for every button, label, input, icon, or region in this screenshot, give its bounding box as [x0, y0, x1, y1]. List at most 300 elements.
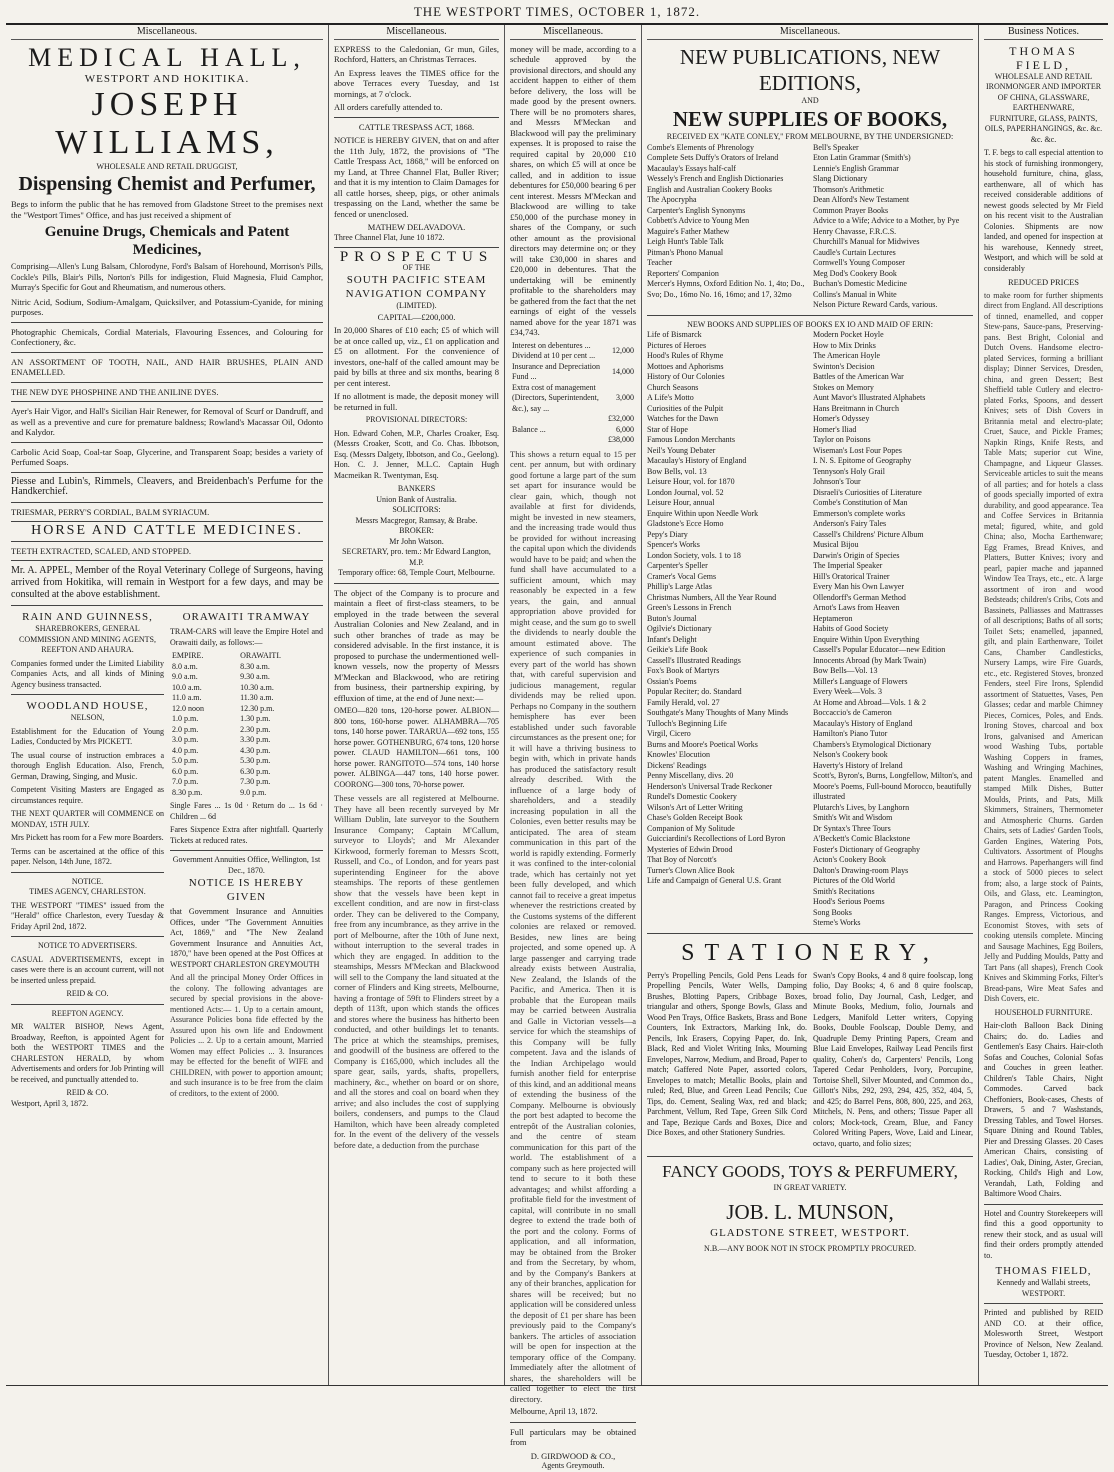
book-title: Curiosities of the Pulpit — [647, 403, 724, 413]
prospectus-title: PROSPECTUS — [339, 249, 494, 265]
book-title: Pepy's Diary — [647, 529, 688, 539]
book-title: Leisure Hour, annual — [647, 498, 715, 507]
received-text: RECEIVED EX "KATE CONLEY," FROM MELBOURNE, BY THE UNDERSIGNED: — [666, 132, 954, 141]
rain-guinness-title: RAIN AND GUINNESS, — [22, 611, 153, 623]
divider — [11, 442, 323, 443]
book-title: Knowles' Elocution — [647, 750, 710, 759]
book-title: Hood's Serious Poems — [813, 897, 885, 906]
book-title: Thomson's Arithmetic — [813, 184, 884, 194]
book-title: The Apocrypha — [647, 195, 697, 204]
stationery-list — [647, 968, 973, 1153]
book-title: Pictures of the Old World — [813, 876, 895, 885]
woodland-terms: Terms can be ascertained at the office of this paper. Nelson, 14th June, 1872. — [11, 846, 164, 866]
book-title: Scott's, Byron's, Burns, Longfellow, Milton's, and Moore's Poems, Full-bound Morocco, beautifully illustrated — [813, 771, 973, 801]
tram-row — [170, 672, 323, 683]
no-allotment: If no allotment is made, the deposit money will be returned in full. — [334, 391, 499, 412]
dye-text: THE NEW DYE PHOSPHINE AND THE ANILINE DYES. — [11, 386, 219, 397]
book-title: History of Our Colonies — [647, 372, 725, 381]
fund-row — [510, 425, 636, 436]
book-title: Reporters' Companion — [647, 268, 719, 278]
office: Temporary office: 68, Temple Court, Melbourne. — [338, 568, 495, 577]
book-title: Church Seasons — [647, 382, 699, 392]
woodland-quarter: THE NEXT QUARTER will COMMENCE on MONDAY, 15TH JULY. — [11, 809, 164, 829]
divider — [984, 1303, 1103, 1304]
book-title: Complete Sets Duffy's Orators of Ireland — [647, 153, 779, 162]
tram-cell: 5.30 p.m. — [240, 756, 271, 765]
book-title: Wiseman's Lost Four Popes — [813, 445, 902, 455]
directors: Hon. Edward Cohen, M.P., Charles Croaker, Esq. (Messrs Croaker, Scott, and Co. Chas. Ibbotson, Esq. (Messrs Dalgety, Ibbotson, and Co., Geelong). Hon. C. J. Jenner, M.L.C. Captain Hugh Macmeikan R. Twentyman, Esq. — [334, 428, 499, 480]
book-title: Disraeli's Curiosities of Literature — [813, 487, 922, 497]
reduced-prices: REDUCED PRICES — [1007, 277, 1080, 287]
book-title: Wilson's Art of Letter Writing — [647, 802, 743, 812]
book-title: Slang Dictionary — [813, 174, 868, 183]
book-title: English and Australian Cookery Books — [647, 184, 772, 194]
fares-text: Single Fares ... 1s 0d · Return do ... 1s 6d · Children ... 6d — [170, 801, 323, 821]
book-title: Dr Syntax's Three Tours — [813, 823, 891, 833]
stationery-title: STATIONERY, — [681, 939, 939, 966]
book-title: A'Beckett's Comic Blackstone — [813, 834, 911, 843]
chemist-line: Dispensing Chemist and Perfumer, — [18, 173, 316, 195]
book-title: Smith's Wit and Wisdom — [813, 813, 893, 822]
fund-row — [510, 341, 636, 362]
book-title: Cassell's Childrens' Picture Album — [813, 529, 924, 539]
book-title: Leigh Hunt's Table Talk — [647, 237, 724, 246]
photo-text: Photographic Chemicals, Cordial Materials, Flavouring Essences, and Colouring for Confectionery, &c. — [11, 326, 323, 347]
tram-header-orawaiti: ORAWAITI. — [240, 651, 281, 660]
book-title: Johnson's Tour — [813, 477, 861, 486]
col3-body-1: money will be made, according to a schedule approved by the provisional directors, and should any accident happen to either of them before delivery, the loss will be made good by the present owners. There will be no promoters shares, and Messrs M'Meckan and Blackwood will pay the preliminary expenses. It is proposed to raise the required capital by 20,000 £10 shares, on which £5 will at once be called, and in addition to issue debentures for £50,000 bearing 6 per cent interest. Messrs M'Meckan and Blackwood are willing to take £50,000 of the purchase money in shares of the Company, or such other amount as the provisional directors may determine on; or they will take £30,000 in shares and £20,000 in debentures. That the undertaking will be eminently profitable to the shareholders may be gathered from the fact that the net earnings of eight of the vessels named above for the year 1871 was £34,743. — [510, 43, 636, 337]
solicitors: Messrs Macgregor, Ramsay, & Brabe. — [355, 515, 478, 525]
book-title: Famous London Merchants — [647, 435, 735, 444]
tram-row — [170, 704, 323, 715]
cattle-head: CATTLE TRESPASS ACT, 1868. — [358, 121, 475, 132]
tram-cell: 10.30 a.m. — [240, 682, 274, 692]
great-variety: IN GREAT VARIETY. — [773, 1183, 847, 1192]
book-title: Bow Bells—Vol. 13 — [813, 666, 878, 675]
bankers-head: BANKERS — [397, 484, 436, 493]
book-title: Cornwell's Young Composer — [813, 258, 905, 267]
tram-cell: 8.0 a.m. — [172, 661, 198, 671]
book-title: Every Week—Vols. 3 — [813, 687, 883, 696]
book-title: Wessely's French and English Dictionaries — [647, 174, 784, 183]
tram-row — [170, 746, 323, 757]
ships-list: OMEO—820 tons, 120-horse power. ALBION—800 tons, 160-horse power. ALHAMBRA—705 tons, 140 horse power. TARARUA—692 tons, 155 horse power. GOTHENBURG, 674 tons, 120 horse power. CLAUD HAMILTON—661 tons, 100 horse power. RANGITOTO—574 tons, 140 horse power. ALBINGA—447 tons, 140 horse power. COORONG—300 tons, 70-horse power. — [334, 706, 499, 789]
column-1 — [6, 25, 329, 1385]
book-title: Life and Campaign of General U.S. Grant — [647, 876, 782, 885]
cattle-body: NOTICE is HEREBY GIVEN, that on and after the 11th July, 1872, the provisions of "The Cattle Trespass Act, 1868," will be enforced on my Land, at Three Channel Flat, Buller River; and that it is my intention to Claim Damages for all cattle horses, sheep, pigs, or other animals trespassing on the Land, whether the same be fenced or unenclosed. — [334, 135, 499, 219]
fund-cell — [510, 414, 606, 425]
genuine-drugs: Genuine Drugs, Chemicals and Patent Medicines, — [44, 224, 290, 258]
book-title: Hill's Oratorical Trainer — [813, 571, 890, 581]
fund-cell — [510, 435, 606, 446]
horse-medicines: HORSE AND CATTLE MEDICINES. — [31, 523, 303, 538]
book-title: Advice to a Wife; Advice to a Mother, by Pye Henry Chavasse, F.R.C.S. — [813, 216, 960, 236]
book-title: Swinton's Decision — [813, 361, 875, 371]
fund-row — [510, 435, 636, 446]
capital-body: In 20,000 Shares of £10 each; £5 of which will be at once called up, viz., £1 on application and £5 on allotment. For the convenience of investors, one-half of the called amount may be paid by bills at three and six months, bearing 8 per cent interest. — [334, 325, 499, 388]
tram-cell: 9.30 a.m. — [240, 672, 270, 681]
book-title: Anderson's Fairy Tales — [813, 519, 887, 528]
book-title: Southgate's Many Thoughts of Many Minds — [647, 708, 789, 717]
column-header: Miscellaneous. — [11, 27, 323, 40]
cattle-name: MATHEW DELAVADOVA. — [367, 222, 466, 232]
tram-row — [170, 788, 323, 799]
book-title: Combe's Elements of Phrenology — [647, 142, 754, 152]
book-title: Turner's Clown Alice Book — [647, 865, 735, 875]
fund-cell: Balance ... — [512, 424, 546, 434]
book-title: Henderson's Universal Trade Reckoner — [647, 781, 773, 791]
tram-row — [170, 714, 323, 725]
divider — [11, 322, 323, 323]
agents: Agents Greymouth. — [541, 1461, 605, 1470]
book-title: Burns and Moore's Poetical Works — [647, 739, 758, 749]
book-title: Darwin's Origin of Species — [813, 550, 900, 560]
book-title: Musical Bijou — [813, 540, 859, 549]
tram-cell: 9.0 a.m. — [172, 672, 198, 681]
fund-cell: Insurance and Depreciation Fund ... — [512, 361, 600, 381]
casual-text: CASUAL ADVERTISEMENTS, except in cases were there is an account current, will not be inserted unless prepaid. — [11, 954, 164, 985]
book-title: Green's Lessons in French — [647, 603, 732, 612]
limited: (LIMITED). — [396, 301, 437, 310]
divider — [170, 850, 323, 851]
book-title: Neil's Young Debater — [647, 445, 716, 455]
book-title: The Imperial Speaker — [813, 561, 883, 570]
tram-cell: 5.0 p.m. — [172, 756, 199, 765]
book-title: Penny Miscellany, divs. 20 — [647, 771, 734, 780]
divider — [11, 694, 164, 695]
gov-body: that Government Insurance and Annuities Offices, under "The Government Annuities Act, 1869," and "The New Zealand Government Insurance and Annuities Act, 1870," have been opened at the Post Offices at WESTPORT CHARLESTON GREYMOUTH — [170, 907, 323, 969]
divider — [334, 247, 499, 248]
tram-cell: 3.0 p.m. — [172, 735, 199, 744]
divider — [11, 1004, 164, 1005]
book-title: I. N. S. Epitome of Geography — [813, 456, 912, 465]
book-title: Hamilton's Piano Tutor — [813, 729, 888, 738]
book-title: Every Man his Own Lawyer — [813, 582, 905, 591]
divider — [11, 502, 323, 503]
tram-cell: 9.0 p.m. — [240, 787, 267, 797]
woodland-title: WOODLAND HOUSE, — [26, 700, 149, 712]
divider — [11, 560, 323, 561]
tram-cell: 7.0 p.m. — [172, 777, 199, 786]
book-title: How to Mix Drinks — [813, 340, 876, 350]
divider — [334, 583, 499, 584]
divider — [11, 472, 323, 473]
column-3 — [505, 25, 642, 1470]
book-title: Eton Latin Grammar (Smith's) — [813, 153, 911, 162]
book-title: Smith's Recitations — [813, 886, 875, 896]
column-header: Business Notices. — [984, 27, 1103, 40]
gov-title: Government Annuities Office, Wellington, 1st Dec., 1870. — [172, 855, 321, 875]
tram-cell: 3.30 p.m. — [240, 735, 271, 744]
book-title: Maguire's Father Mathew — [647, 226, 730, 236]
book-title: Star of Hope — [647, 424, 688, 434]
book-title: Pictures of Heroes — [647, 340, 707, 350]
book-title: Homer's Odyssey — [813, 414, 870, 423]
tram-cell: 11.0 a.m. — [172, 693, 202, 702]
divider — [510, 1422, 636, 1423]
stationery-left: Perry's Propelling Pencils, Gold Pens Leads for Propelling Pencils, Water Wells, Damping Brushes, Blotting Papers, Cribbage Boxes, triangular and others, Sponge Bowls, Glass and Wood Pen Trays, Office Baskets, Brass and Bone Counters, Ink Extractors, Marking Ink, do. Pencils, Ink Erasers, Copying Paper, do. Ink, Black, Red and Violet Writing Inks, Mourning Envelopes, Narrow, Medium, and Broad, Paper to match; Gaffered Note Paper, assorted colors, Envelopes to match; Metallic Books, plain and ruled; Red, Blue, and Green Lead Pencils; Cue Tips, do. Cement, Sealing Wax, red and black; Parchment, Vellum, Red Tape, Green Silk Cord and Tape, Bezique Cards and Boxes, Dice and Dice Boxes, and other Stationery Sundries. — [647, 970, 807, 1137]
druggist-line: WHOLESALE AND RETAIL DRUGGIST, — [96, 161, 238, 171]
tram-cell: 12.0 noon — [172, 703, 204, 713]
tram-cell: 12.30 p.m. — [240, 703, 275, 713]
divider — [334, 117, 499, 118]
express-text: EXPRESS to the Caledonian, Gr mun, Giles, Rochford, Hatters, an Christmas Terraces. — [334, 43, 499, 64]
tram-row — [170, 777, 323, 788]
tram-cell: 1.30 p.m. — [240, 714, 271, 723]
cattle-date: Three Channel Flat, June 10 1872. — [334, 232, 445, 242]
book-title: Arnot's Laws from Heaven — [813, 603, 900, 612]
book-title: Homer's Iliad — [813, 424, 857, 434]
triesmar-text: TRIESMAR, PERRY'S CORDIAL, BALM SYRIACUM. — [11, 506, 210, 517]
fund-cell: £38,000 — [608, 435, 634, 444]
column-4 — [642, 25, 979, 1385]
fund-row — [510, 414, 636, 425]
books-left — [647, 330, 807, 929]
munson-name: JOB. L. MUNSON, — [726, 1199, 894, 1224]
column-header: Miscellaneous. — [647, 27, 973, 40]
tram-row — [170, 662, 323, 673]
book-title: Tulloch's Beginning Life — [647, 718, 727, 728]
book-title: Dalton's Drawing-room Plays — [813, 865, 909, 875]
fund-cell: 3,000 — [616, 393, 634, 402]
of-the: OF THE — [402, 262, 431, 272]
tram-cell: 10.0 a.m. — [172, 682, 202, 692]
book-title: Churchill's Manual for Midwives — [813, 237, 920, 246]
book-title: Ogilvie's Dictionary — [647, 624, 712, 633]
rain-guinness-place: REEFTON AND AHAURA. — [41, 645, 134, 654]
tram-cell: 1.0 p.m. — [172, 714, 199, 723]
book-title: Collins's Manual in White — [813, 289, 897, 299]
express-text-3: All orders carefully attended to. — [334, 102, 443, 112]
bishop-text: MR WALTER BISHOP, News Agent, Broadway, Reefton, is appointed Agent for both the WESTPORT TIMES and the CHARLESTON HERALD, by whom Advertisements and orders for Job Printing will be received, and punctually attended to. — [11, 1022, 164, 1084]
book-title: Meg Dod's Cookery Book — [813, 268, 897, 278]
book-title: Aunt Mavor's Illustrated Alphabets — [813, 393, 926, 402]
fares-note: Fares Sixpence Extra after nightfall. Quarterly Tickets at reduced rates. — [170, 825, 323, 845]
field-title: THOMAS FIELD, — [1009, 43, 1078, 72]
fancy-goods: FANCY GOODS, TOYS & PERFUMERY, — [662, 1162, 958, 1181]
book-title: Dean Alford's New Testament — [813, 195, 910, 204]
book-title: Buton's Journal — [647, 613, 697, 623]
fund-cell: Interest on debentures ... Dividend at 10 per cent ... — [512, 340, 596, 360]
book-title: Miller's Language of Flowers — [813, 676, 908, 686]
solicitors-head: SOLICITORS: — [392, 505, 441, 514]
tram-row — [170, 693, 323, 704]
book-title: Stokes on Memory — [813, 382, 874, 392]
book-title: London Journal, vol. 52 — [647, 487, 724, 497]
gov-notice: NOTICE IS HEREBY GIVEN — [188, 877, 305, 903]
books-list-1 — [647, 143, 973, 311]
woodland-rooms: Mrs Pickett has room for a Few more Boarders. — [11, 833, 164, 842]
divider — [647, 315, 973, 316]
book-title: Battles of the American War — [813, 372, 904, 381]
book-title: Song Books — [813, 907, 852, 917]
ironmonger: IRONMONGER AND IMPORTER — [985, 82, 1102, 91]
book-title: Carpenter's English Synonyms — [647, 205, 746, 215]
tram-timetable — [170, 651, 323, 798]
field-title-2: THOMAS FIELD, — [995, 1265, 1092, 1277]
wholesale: WHOLESALE AND RETAIL — [994, 71, 1093, 81]
fund-row — [510, 362, 636, 383]
book-title: Sterne's Works — [813, 918, 861, 927]
lower-right-ads — [170, 610, 323, 1109]
field-body-1: T. F. begs to call especial attention to his stock of furnishing ironmongery, household furniture, china, glass, earthenware, all of which has received considerable additions of newest goods selected by Mr Field on his recent visit to the Australian Colonies. Shipments are now landed, and opened for inspection at his warehouse, Kennedy street, Westport, and which will be sold at considerably — [984, 148, 1103, 273]
joseph-williams-name: JOSEPH WILLIAMS, — [55, 85, 279, 161]
munson-address: GLADSTONE STREET, WESTPORT. — [710, 1226, 910, 1239]
field-body-4: Hotel and Country Storekeepers will find this a good opportunity to renew their stock, and as usual will find their orders promptly attended to. — [984, 1208, 1103, 1260]
book-title: Fox's Book of Martyrs — [647, 666, 720, 675]
tram-row — [170, 756, 323, 767]
column-2 — [329, 25, 505, 1385]
bankers: Union Bank of Australia. — [376, 494, 457, 504]
book-title: Caudle's Curtain Lectures — [813, 247, 896, 257]
book-title: Popular Reciter; do. Standard — [647, 687, 742, 696]
divider — [11, 936, 164, 937]
book-title: Macaulay's History of England — [647, 456, 747, 465]
tram-cell: 4.0 p.m. — [172, 745, 199, 755]
field-body-3: Hair-cloth Balloon Back Dining Chairs; do. do. Ladies and Gentlemen's Easy Chairs. Hair-cloth Sofas and Couches, Colonial Sofas and Couches in green leather. Children's Table Chairs, Night Commodes. Carved back Cheffoniers, Book-cases, Chests of Drawers, 5 and 7 Washstands, Dressing Tables, and Towel Horses. Square Dining and Round Tables, Pier and Dressing Glasses. 20 Cases American Chairs, consisting of Ladies', Oak, Dining, Aster, Grecian, Rocking, Child's High and Low, Verandah, Lath, Folding and Baltimore Wood Chairs. — [984, 1021, 1103, 1198]
fund-cell: £32,000 — [608, 414, 634, 423]
col3-date: Melbourne, April 13, 1872. — [510, 1407, 598, 1416]
tramway-body: TRAM-CARS will leave the Empire Hotel and Orawaiti daily, as follows:— — [170, 627, 323, 647]
tram-cell: 6.30 p.m. — [240, 766, 271, 776]
china: OF CHINA, GLASSWARE, EARTHENWARE, — [997, 92, 1090, 112]
publications-title: NEW PUBLICATIONS, NEW EDITIONS, — [679, 44, 941, 95]
book-title: Companion of My Solitude — [647, 823, 735, 833]
prospectus-body-2: These vessels are all registered at Melbourne. They have all been recently surveyed by Mr William Dublin, late surveyor to the Southern Insurance Company; Captain M'Callum, surveyor to Lloyds'; and Mr Alexander Kirkwood, formerly foreman to Messrs Scott, Russell, and Co., of London, and for years past superintending Engineer for the above steamships. The reports of these gentlemen show that the vessels have been kept in excellent condition, and are now in first-class order. They can be delivered to the Company, free from any incumbrance, as they arrive in the port of Melbourne, after the 10th of June next, without interruption to the several trades in which they are engaged. In addition to the steamships, Messrs M'Meckan and Blackwood will sell to the Company the land situated at the corner of Flinders and King streets, Melbourne, having a frontage of 59ft to Flinders street by a depth of 113ft, upon which stands the offices and stores where the business has hitherto been conducted, and other buildings let to tenants. The price at which the steamships, premises, and goodwill of the business are offered to the Company is £165,000, which includes all the spare gear, sails, yards, shafts, propellers, machinery, &c., whether on board or on shore, and all the stores and coal on board when they arrive; and also includes the cost of supplying boilers, condensers, and pumps to the Claud Hamilton, which have been already completed for. In the event of the delivery of the vessels before date, a deduction from the purchase — [334, 793, 499, 1150]
westport: WESTPORT. — [1021, 1288, 1066, 1298]
book-title: Ollendorff's German Method — [813, 592, 906, 602]
times-agency: TIMES AGENCY, CHARLESTON. — [29, 887, 146, 896]
brushes-text: AN ASSORTMENT OF TOOTH, NAIL, AND HAIR BRUSHES, PLAIN AND ENAMELLED. — [11, 356, 323, 377]
book-title: Ossian's Poems — [647, 676, 697, 686]
fund-cell: 14,000 — [612, 366, 634, 376]
book-title: Gladstone's Ecce Homo — [647, 519, 724, 528]
reid-sign: REID & CO. — [66, 989, 109, 998]
book-title: Plutarch's Lives, by Langhorn — [813, 802, 910, 812]
book-title: Combe's Constitution of Man — [813, 498, 908, 507]
divider — [11, 521, 323, 522]
tram-cell: 11.30 a.m. — [240, 693, 274, 702]
book-title: Cobbett's Advice to Young Men — [647, 216, 750, 225]
book-title: Phillip's Large Atlas — [647, 582, 712, 591]
medical-hall-subtitle: WESTPORT AND HOKITIKA. — [84, 72, 250, 85]
book-title: Chase's Golden Receipt Book — [647, 813, 743, 822]
prospectus-body-1: The object of the Company is to procure and maintain a fleet of first-class steamers, to be employed in the trade between the several Australian Colonies and New Zealand, and in such other branches of trade as may be considered advisable. In the first instance, it is proposed to purchase the undermentioned well-known vessels, now the property of Messrs M'Meckan and Blackwood, who are retiring from business, their partnership expiring, by effluxion of time, at the end of June next:— — [334, 587, 499, 703]
ayer-text: Ayer's Hair Vigor, and Hall's Sicilian Hair Renewer, for Removal of Scurf or Dandruff, and as well as a preventive and cure for premature baldness; Rowland's Macassar Oil, Odonto and Kalydor. — [11, 406, 323, 437]
book-title: Chambers's Etymological Dictionary — [813, 739, 932, 749]
book-title: At Home and Abroad—Vols. 1 & 2 — [813, 697, 926, 707]
express-text-2: An Express leaves the TIMES office for the above Terraces every Tuesday, and 1st mornings, at 7 o'clock. — [334, 67, 499, 99]
drug-list: Comprising—Allen's Lung Balsam, Chlorodyne, Ford's Balsam of Horehound, Morrison's Pills, Cockle's Pills, Blair's Pills, Norton's Pills for indigestion, Fluid Magnesia, Fluid Camphor, Murray's Specific for Gout and Rheumatism, and numerous others. — [11, 262, 323, 292]
rain-guinness-body: Companies formed under the Limited Liability Companies Acts, and all kinds of Mining Agency business transacted. — [11, 658, 164, 689]
rain-guinness-sub: SHAREBROKERS, GENERAL COMMISSION AND MINING AGENTS, — [19, 624, 156, 644]
piesse-text: Piesse and Lubin's, Rimmels, Cleavers, and Breidenbach's Perfume for the Handkerchief. — [11, 475, 323, 497]
tramway-title: ORAWAITI TRAMWAY — [182, 611, 311, 623]
book-title: Nelson's Cookery book — [813, 750, 888, 759]
book-title: Guicciardini's Recollections of Lord Byron — [647, 834, 786, 843]
book-title: Bell's Speaker — [813, 142, 859, 152]
book-title: Acton's Cookery Book — [813, 855, 886, 864]
book-title: That Boy of Norcott's — [647, 855, 717, 864]
tram-cell: 6.0 p.m. — [172, 766, 199, 776]
book-title: Taylor on Poisons — [813, 435, 871, 444]
household-furniture: HOUSEHOLD FURNITURE. — [994, 1007, 1093, 1017]
tram-row — [170, 767, 323, 778]
column-5 — [979, 25, 1108, 1385]
book-title: Enquire Within Upon Everything — [813, 634, 920, 644]
woodland-visit: Competent Visiting Masters are Engaged as circumstances require. — [11, 785, 164, 805]
masthead: THE WESTPORT TIMES, OCTOBER 1, 1872. — [6, 4, 1108, 25]
books2-head: NEW BOOKS AND SUPPLIES OF BOOKS EX IO AND MAID OF ERIN: — [687, 319, 933, 329]
and-text: AND — [801, 95, 819, 105]
appel-text: Mr. A. APPEL, Member of the Royal Veterinary College of Surgeons, having arrived from Hokitika, will remain in Westport for a few days, and may be consulted at the above establishment. — [11, 565, 323, 600]
tram-cell: 4.30 p.m. — [240, 745, 271, 755]
column-header: Miscellaneous. — [334, 27, 499, 40]
field-body-2: to make room for further shipments direct from England. All descriptions of tinned, enamelled, and copper Stew-pans, Sauce-pans, Preserving-pans. Best Bright, Colonial and Dutch Ovens. Handsome electro-plated Services, forming a brilliant display; Dinner Services, Dresden, china, and green Dessert; Best Sheffield table Cutlery and electro-plated Forks, Spoons, and dessert Knives; sets of Dish Covers in Britannia metal and electro-plate; Cruet, Sauce, and Pickle Frames; Napkin Rings, Knife Rests, and Table Mats; superior cut Wine, Champagne, and Liqueur Glasses. Serviceable articles to suit the means of all parties; and for hotels a class of goods specially imported of extra durability, and good appearance. Tea and Coffee Services in Britannia metal; figured, white, and gold China; also, Mocha Earthenware; Egg Frames, Bread Knives, and Platters, Butter Knives; ivory and pearl, papier mache and japanned Window Tea Trays, etc., etc. A large assortment of iron and wood Bedsteads; children's Cribs, Cots and Bassinets, Palliasses and Mattrasses of all descriptions; Baths of all sorts; Toilet Sets; enamelled, japanned, gilt, and plain Earthenware, Toilet Cans, Chamber Candlesticks, Nursery Lamps, wire Fire Guards, etc., etc. Registered Stoves, bronzed Fenders, steel Fire Irons, Splendid assortment of Statuettes, Vases, Pen Glasses; cedar and marble Chimney Pieces, Cornices, Poles, and Ends. Ironing Stoves, charcoal and box Irons, galvanised and American wood Washing Tubs, portable Washing Coppers in frames, Washing and Wringing Machines, patent Mangles. Enamelled and stamped Milk Dishes, Butter Moulds, Prints, and Pats, Milk Skimmers, Strainers, Thermometer and Atmospheric Churns. Garden Chairs, sets of Ladies' Garden Tools, Garden Engines, Watering Pots, Cultivators. Assortment of Ploughs and Harrows. Paperhangers will find a stock of 5000 pieces to select from; also, a large stock of Paints, Oils, and Glass, etc. Leamington, Paragon, and Princess Cooking Ranges. Empress, Victorious, and Economist Stoves, with sets of cooking utensils complete. Mincing and Sausage Machines, Egg Boilers, Jelly and Pudding Moulds, Patty and Tart Pans (all shapes), French Cook Knives and Skimming Forks, Filter's Bread-pans, Wire Meat Safes and Dish Covers, etc. — [984, 290, 1103, 1003]
divider — [11, 605, 323, 606]
columns — [6, 25, 1108, 1470]
fund-cell: Extra cost of management (Directors, Superintendent, &c.), say ... — [512, 382, 599, 413]
tram-cell: 8.30 p.m. — [172, 787, 203, 797]
book-title: Tennyson's Holy Grail — [813, 466, 885, 476]
tram-cell: 8.30 a.m. — [240, 661, 270, 671]
tram-cell: 2.0 p.m. — [172, 724, 199, 734]
book-title: Watches for the Dawn — [647, 414, 719, 423]
book-title: The American Hoyle — [813, 351, 881, 360]
book-title: Boccaccio's de Cameron — [813, 708, 892, 717]
book-title: Nelson Picture Reward Cards, various. — [813, 300, 938, 309]
book-title: Cassell's Popular Educator—new Edition — [813, 645, 946, 654]
books-list-2 — [647, 330, 973, 929]
fund-cell: 12,000 — [612, 345, 634, 355]
notice-head: NOTICE. — [71, 876, 104, 886]
fund-table — [510, 341, 636, 446]
reid-sign-2: REID & CO. — [66, 1088, 109, 1097]
book-title: Macaulay's History of England — [813, 718, 913, 728]
broker-head: BROKER: — [399, 526, 434, 535]
book-title: Mottoes and Aphorisms — [647, 361, 724, 371]
full-particulars: Full particulars may be obtained from — [510, 1426, 636, 1447]
woodland-body: Establishment for the Education of Young Ladies, Conducted by Mrs PICKETT. — [11, 726, 164, 746]
divider — [11, 352, 323, 353]
kennedy: Kennedy and Wallabi streets, — [996, 1278, 1091, 1287]
book-title: Carpenter's Speller — [647, 561, 708, 570]
tram-row — [170, 735, 323, 746]
broker: Mr John Watson. — [389, 536, 444, 546]
books-left — [647, 143, 807, 311]
book-title: Innocents Abroad (by Mark Twain) — [813, 655, 927, 665]
westport-date: Westport, April 3, 1872. — [11, 1098, 89, 1108]
book-title: Christmas Numbers, All the Year Round — [647, 592, 777, 602]
woodland-place: NELSON, — [70, 713, 105, 722]
imprint: Printed and published by REID AND CO. at their office, Molesworth Street, Westport Province of Nelson, New Zealand. Tuesday, October 1, 1872. — [984, 1308, 1103, 1359]
book-title: Cassell's Illustrated Readings — [647, 655, 741, 665]
teeth-text: TEETH EXTRACTED, SCALED, AND STOPPED. — [11, 545, 191, 556]
book-title: A Life's Motto — [647, 393, 694, 402]
divider — [11, 401, 323, 402]
book-title: Pitman's Phono Manual — [647, 247, 724, 257]
supplies-title: NEW SUPPLIES OF BOOKS, — [672, 107, 948, 131]
book-title: Mysteries of Edwin Drood — [647, 844, 733, 854]
book-title: Life of Bismarck — [647, 330, 702, 339]
book-title: Heptameron — [813, 613, 853, 623]
book-title: Virgil, Cicero — [647, 729, 691, 738]
books-right — [813, 143, 973, 311]
book-title: Hood's Rules of Rhyme — [647, 351, 724, 360]
lower-ads — [11, 610, 323, 1109]
book-title: Modern Pocket Hoyle — [813, 330, 884, 339]
book-title: Foster's Dictionary of Geography — [813, 844, 920, 854]
